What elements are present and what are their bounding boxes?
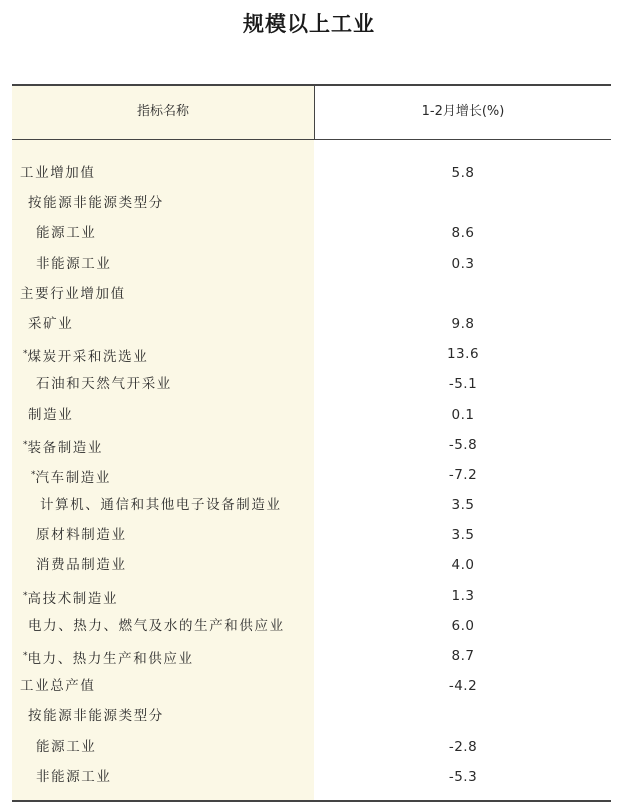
row-value <box>315 701 611 731</box>
row-indicator-name <box>36 520 127 550</box>
table-row <box>12 309 611 339</box>
row-indicator-name <box>36 249 112 279</box>
table-row <box>12 701 611 731</box>
row-value: 6.0 <box>451 617 475 634</box>
row-indicator-name <box>36 732 96 762</box>
table-row <box>12 400 611 430</box>
row-name-text: 计算机、通信和其他电子设备制造业 <box>40 497 282 514</box>
row-name-text: 工业增加值 <box>20 165 96 181</box>
table-row <box>12 641 611 671</box>
row-value <box>315 188 611 218</box>
table-row <box>12 249 611 279</box>
row-indicator-name <box>40 490 282 520</box>
star-marker: * <box>23 439 28 450</box>
row-value: 0.3 <box>451 255 475 272</box>
row-value: -5.1 <box>448 376 478 393</box>
row-name-text: 工业总产值 <box>20 678 96 695</box>
row-value: -4.2 <box>448 678 478 695</box>
table-row <box>12 188 611 218</box>
table-row <box>12 611 611 641</box>
table-row <box>12 762 611 792</box>
row-indicator-name <box>31 460 111 490</box>
table-body <box>12 158 611 792</box>
row-indicator-name <box>36 218 96 248</box>
table-row <box>12 339 611 369</box>
row-name-text: 制造业 <box>28 406 74 423</box>
row-name-text: 按能源非能源类型分 <box>28 708 164 725</box>
row-name-text: 煤炭开采和洗选业 <box>27 349 149 366</box>
table-row <box>12 550 611 580</box>
page-title: 规模以上工业 <box>243 12 375 36</box>
row-indicator-name <box>36 550 127 580</box>
row-value: 1.3 <box>451 587 475 604</box>
table-header <box>12 86 611 140</box>
table-row <box>12 158 611 188</box>
row-value: -2.8 <box>448 738 478 755</box>
row-name-text: 电力、热力生产和供应业 <box>27 651 194 667</box>
row-name-text: 消费品制造业 <box>36 557 127 574</box>
row-value: 8.6 <box>451 225 475 242</box>
row-value: 3.5 <box>451 497 475 514</box>
row-value: -5.3 <box>448 768 478 785</box>
row-value: 4.0 <box>451 557 475 574</box>
table-row <box>12 520 611 550</box>
row-value: 5.8 <box>451 165 475 181</box>
header-name-col: 指标名称 <box>136 104 189 119</box>
table-row <box>12 732 611 762</box>
row-name-text: 采矿业 <box>28 315 74 332</box>
row-indicator-name <box>28 400 73 430</box>
row-indicator-name <box>20 671 96 701</box>
table-row <box>12 369 611 399</box>
row-indicator-name <box>28 701 164 731</box>
row-value: 0.1 <box>451 406 475 423</box>
row-name-text: 装备制造业 <box>27 439 103 456</box>
row-indicator-name <box>28 309 73 339</box>
row-name-text: 按能源非能源类型分 <box>28 195 164 212</box>
row-name-text: 主要行业增加值 <box>20 285 126 302</box>
row-name-text: 石油和天然气开采业 <box>36 376 172 393</box>
row-value: -7.2 <box>448 466 478 483</box>
row-indicator-name <box>23 641 194 671</box>
row-value: -5.8 <box>448 436 478 453</box>
row-value: 9.8 <box>451 315 475 332</box>
row-name-text: 电力、热力、燃气及水的生产和供应业 <box>28 617 285 634</box>
row-name-text: 非能源工业 <box>36 255 112 272</box>
row-value <box>315 279 611 309</box>
row-name-text: 汽车制造业 <box>35 469 111 486</box>
table-row <box>12 460 611 490</box>
star-marker: * <box>31 469 36 480</box>
row-value: 8.7 <box>451 648 475 664</box>
row-indicator-name <box>36 369 172 399</box>
row-indicator-name <box>23 581 118 611</box>
row-indicator-name <box>36 762 112 792</box>
table-row <box>12 218 611 248</box>
table-row <box>12 490 611 520</box>
row-value: 13.6 <box>446 346 480 363</box>
row-indicator-name <box>23 430 103 460</box>
row-name-text: 高技术制造业 <box>27 590 119 607</box>
statistics-table <box>12 84 611 802</box>
row-name-text: 能源工业 <box>36 225 97 242</box>
row-indicator-name <box>20 279 126 309</box>
row-value: 3.5 <box>451 527 475 544</box>
row-indicator-name <box>20 158 96 188</box>
row-name-text: 能源工业 <box>36 738 97 755</box>
star-marker: * <box>23 590 28 601</box>
row-indicator-name <box>28 188 164 218</box>
table-row <box>12 581 611 611</box>
star-marker: * <box>23 349 28 360</box>
row-indicator-name <box>28 611 285 641</box>
star-marker: * <box>23 651 28 661</box>
table-row <box>12 671 611 701</box>
row-indicator-name <box>23 339 148 369</box>
table-row <box>12 430 611 460</box>
row-name-text: 非能源工业 <box>36 768 112 785</box>
row-name-text: 原材料制造业 <box>36 527 127 544</box>
table-row <box>12 279 611 309</box>
header-value-col: 1-2月增长(%) <box>421 104 505 119</box>
